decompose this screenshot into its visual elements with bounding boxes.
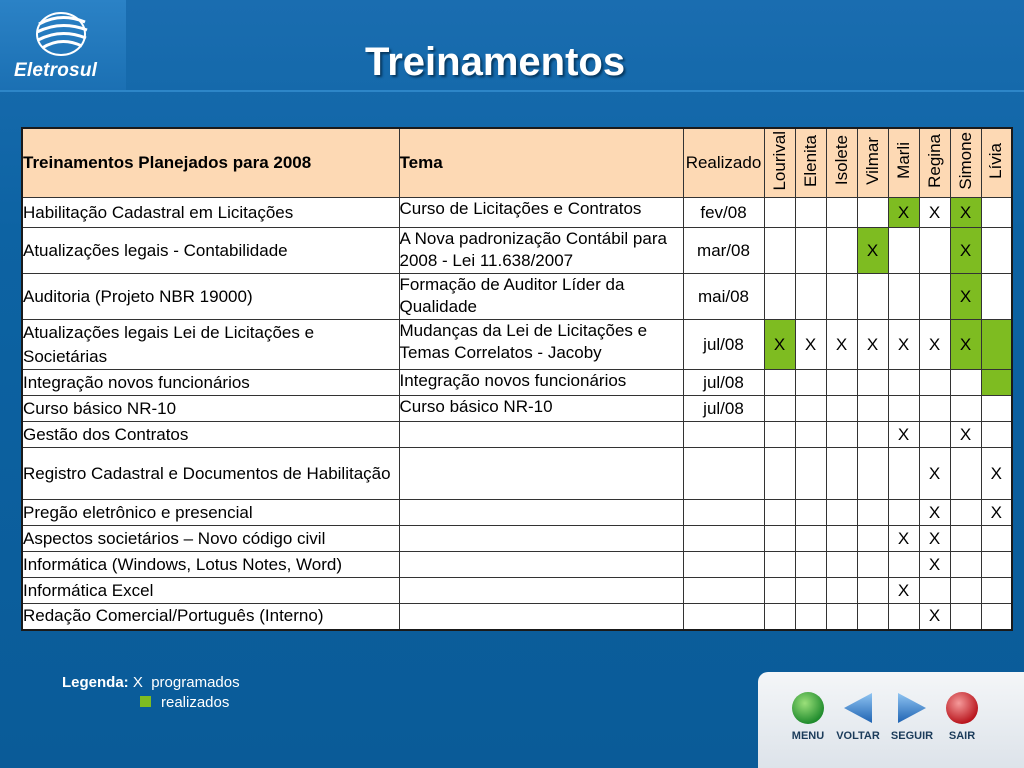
attendance-cell (950, 552, 981, 578)
realizado-cell: mai/08 (683, 274, 764, 320)
attendance-cell: X (826, 320, 857, 370)
tema-cell (399, 604, 683, 630)
attendance-cell: X (950, 274, 981, 320)
attendance-cell: X (950, 320, 981, 370)
attendance-cell (795, 396, 826, 422)
attendance-cell: X (919, 526, 950, 552)
realizado-cell: mar/08 (683, 228, 764, 274)
attendance-cell (795, 526, 826, 552)
tema-cell (399, 422, 683, 448)
realizado-cell (683, 500, 764, 526)
attendance-cell (857, 604, 888, 630)
person-name: Simone (955, 131, 975, 190)
navigation-panel (758, 672, 1024, 768)
realizado-cell: jul/08 (683, 396, 764, 422)
realizado-cell: jul/08 (683, 370, 764, 396)
attendance-cell (857, 396, 888, 422)
training-name-cell: Pregão eletrônico e presencial (22, 500, 399, 526)
header-person (888, 128, 919, 198)
red-circle-icon (944, 690, 980, 726)
attendance-cell (795, 448, 826, 500)
attendance-cell (981, 320, 1012, 370)
attendance-cell (888, 552, 919, 578)
attendance-cell (795, 228, 826, 274)
green-circle-icon (790, 690, 826, 726)
attendance-cell (764, 604, 795, 630)
attendance-cell (981, 228, 1012, 274)
attendance-cell (826, 228, 857, 274)
attendance-cell (764, 500, 795, 526)
attendance-cell: X (888, 422, 919, 448)
training-name-cell: Informática (Windows, Lotus Notes, Word) (22, 552, 399, 578)
header-person (826, 128, 857, 198)
realizado-cell: jul/08 (683, 320, 764, 370)
attendance-cell (888, 604, 919, 630)
attendance-cell (857, 448, 888, 500)
attendance-cell (826, 552, 857, 578)
realizado-cell (683, 552, 764, 578)
legend-label: Legenda: (62, 674, 129, 691)
training-name-cell: Informática Excel (22, 578, 399, 604)
attendance-cell (826, 274, 857, 320)
attendance-cell: X (888, 198, 919, 228)
training-name-cell: Redação Comercial/Português (Interno) (22, 604, 399, 630)
header-person (919, 128, 950, 198)
attendance-cell (795, 274, 826, 320)
attendance-cell (764, 198, 795, 228)
training-name-cell: Curso básico NR-10 (22, 396, 399, 422)
attendance-cell: X (919, 500, 950, 526)
attendance-cell (826, 422, 857, 448)
training-name-cell: Aspectos societários – Novo código civil (22, 526, 399, 552)
attendance-cell: X (795, 320, 826, 370)
person-name: Isolete (831, 135, 851, 186)
header-person (764, 128, 795, 198)
attendance-cell (795, 500, 826, 526)
attendance-cell (826, 526, 857, 552)
attendance-cell (857, 552, 888, 578)
attendance-cell (795, 198, 826, 228)
attendance-cell (764, 370, 795, 396)
table-row (22, 274, 1012, 320)
legend-programmed (62, 674, 240, 691)
tema-cell (399, 552, 683, 578)
green-swatch-icon (140, 696, 151, 707)
attendance-cell (919, 422, 950, 448)
table-row (22, 228, 1012, 274)
attendance-cell: X (764, 320, 795, 370)
attendance-cell (888, 228, 919, 274)
table-row (22, 422, 1012, 448)
realizado-cell: fev/08 (683, 198, 764, 228)
left-triangle-icon (840, 690, 876, 726)
attendance-cell: X (981, 500, 1012, 526)
attendance-cell (950, 396, 981, 422)
person-name: Marli (893, 142, 913, 179)
training-name-cell: Gestão dos Contratos (22, 422, 399, 448)
attendance-cell (826, 198, 857, 228)
attendance-cell (919, 370, 950, 396)
attendance-cell (857, 422, 888, 448)
attendance-cell (981, 526, 1012, 552)
legend-done-text: realizados (161, 694, 230, 711)
attendance-cell (981, 604, 1012, 630)
attendance-cell (764, 526, 795, 552)
attendance-cell (795, 370, 826, 396)
attendance-cell (981, 396, 1012, 422)
globe-logo-icon (30, 8, 92, 60)
table-header-row (22, 128, 1012, 198)
realizado-cell (683, 604, 764, 630)
table-body (22, 198, 1012, 630)
attendance-cell (826, 604, 857, 630)
attendance-cell (981, 370, 1012, 396)
training-name-cell: Registro Cadastral e Documentos de Habilitação (22, 448, 399, 500)
table-row (22, 578, 1012, 604)
eletrosul-logo (0, 0, 126, 90)
tema-cell (399, 578, 683, 604)
table-row (22, 370, 1012, 396)
attendance-cell (857, 198, 888, 228)
attendance-cell (888, 448, 919, 500)
attendance-cell: X (950, 422, 981, 448)
attendance-cell (857, 274, 888, 320)
attendance-cell (919, 578, 950, 604)
legend-done (140, 694, 229, 711)
attendance-cell (826, 500, 857, 526)
attendance-cell: X (919, 604, 950, 630)
tema-cell (399, 526, 683, 552)
attendance-cell (950, 448, 981, 500)
header-tema: Tema (399, 128, 683, 198)
attendance-cell: X (888, 578, 919, 604)
attendance-cell: X (919, 448, 950, 500)
attendance-cell: X (888, 320, 919, 370)
page-title: Treinamentos (365, 40, 626, 84)
attendance-cell (795, 604, 826, 630)
training-name-cell: Atualizações legais Lei de Licitações e Societárias (22, 320, 399, 370)
person-name: Lourival (769, 130, 789, 191)
right-triangle-icon (894, 690, 930, 726)
legend-x-symbol: X (132, 674, 143, 691)
table-row (22, 396, 1012, 422)
attendance-cell: X (857, 228, 888, 274)
table-row (22, 604, 1012, 630)
attendance-cell (857, 526, 888, 552)
table-row (22, 320, 1012, 370)
tema-cell: Curso de Licitações e Contratos (399, 198, 683, 228)
attendance-cell: X (857, 320, 888, 370)
attendance-cell (888, 500, 919, 526)
tema-cell: Mudanças da Lei de Licitações e Temas Correlatos - Jacoby (399, 320, 683, 370)
person-name: Lívia (986, 142, 1006, 179)
attendance-cell: X (919, 198, 950, 228)
realizado-cell (683, 578, 764, 604)
header-person (950, 128, 981, 198)
attendance-cell (857, 370, 888, 396)
menu-label: MENU (791, 730, 825, 742)
attendance-cell (950, 500, 981, 526)
attendance-cell: X (981, 448, 1012, 500)
next-label: SEGUIR (890, 730, 934, 742)
next-button[interactable] (884, 690, 940, 742)
attendance-cell (764, 274, 795, 320)
attendance-cell (981, 422, 1012, 448)
attendance-cell (764, 552, 795, 578)
attendance-cell (919, 274, 950, 320)
attendance-cell (764, 578, 795, 604)
header-training: Treinamentos Planejados para 2008 (22, 128, 399, 198)
attendance-cell (950, 370, 981, 396)
realizado-cell (683, 422, 764, 448)
attendance-cell (888, 396, 919, 422)
attendance-cell: X (919, 320, 950, 370)
logo-text: Eletrosul (14, 60, 98, 81)
training-name-cell: Integração novos funcionários (22, 370, 399, 396)
attendance-cell (950, 604, 981, 630)
attendance-cell: X (919, 552, 950, 578)
attendance-cell (795, 422, 826, 448)
table-row (22, 552, 1012, 578)
attendance-cell (795, 552, 826, 578)
legend (62, 674, 240, 711)
attendance-cell (826, 396, 857, 422)
attendance-cell (764, 422, 795, 448)
legend-programmed-text: programados (151, 674, 240, 691)
tema-cell: Curso básico NR-10 (399, 396, 683, 422)
training-name-cell: Auditoria (Projeto NBR 19000) (22, 274, 399, 320)
training-name-cell: Atualizações legais - Contabilidade (22, 228, 399, 274)
attendance-cell (857, 500, 888, 526)
tema-cell: Integração novos funcionários (399, 370, 683, 396)
person-name: Regina (924, 133, 944, 188)
exit-button[interactable] (934, 690, 990, 742)
attendance-cell (981, 552, 1012, 578)
attendance-cell (888, 274, 919, 320)
person-name: Elenita (800, 134, 820, 187)
tema-cell (399, 500, 683, 526)
exit-label: SAIR (948, 730, 976, 742)
attendance-cell: X (888, 526, 919, 552)
table-row (22, 526, 1012, 552)
attendance-cell (764, 448, 795, 500)
menu-button[interactable] (780, 690, 836, 742)
attendance-cell (981, 578, 1012, 604)
attendance-cell (764, 228, 795, 274)
person-name: Vilmar (862, 136, 882, 185)
tema-cell (399, 448, 683, 500)
tema-cell: A Nova padronização Contábil para 2008 - Lei 11.638/2007 (399, 228, 683, 274)
back-label: VOLTAR (836, 730, 880, 742)
attendance-cell (950, 578, 981, 604)
table-row (22, 198, 1012, 228)
attendance-cell: X (950, 198, 981, 228)
training-table (21, 127, 1013, 631)
attendance-cell (888, 370, 919, 396)
realizado-cell (683, 448, 764, 500)
header-person (857, 128, 888, 198)
header-divider (0, 90, 1024, 92)
table-row (22, 448, 1012, 500)
attendance-cell (826, 448, 857, 500)
back-button[interactable] (830, 690, 886, 742)
training-name-cell: Habilitação Cadastral em Licitações (22, 198, 399, 228)
attendance-cell (795, 578, 826, 604)
attendance-cell (764, 396, 795, 422)
attendance-cell: X (950, 228, 981, 274)
attendance-cell (981, 198, 1012, 228)
attendance-cell (950, 526, 981, 552)
header-person (795, 128, 826, 198)
tema-cell: Formação de Auditor Líder da Qualidade (399, 274, 683, 320)
attendance-cell (919, 228, 950, 274)
header-person (981, 128, 1012, 198)
table-row (22, 500, 1012, 526)
attendance-cell (919, 396, 950, 422)
attendance-cell (981, 274, 1012, 320)
header-realizado: Realizado (683, 128, 764, 198)
realizado-cell (683, 526, 764, 552)
attendance-cell (857, 578, 888, 604)
attendance-cell (826, 578, 857, 604)
attendance-cell (826, 370, 857, 396)
